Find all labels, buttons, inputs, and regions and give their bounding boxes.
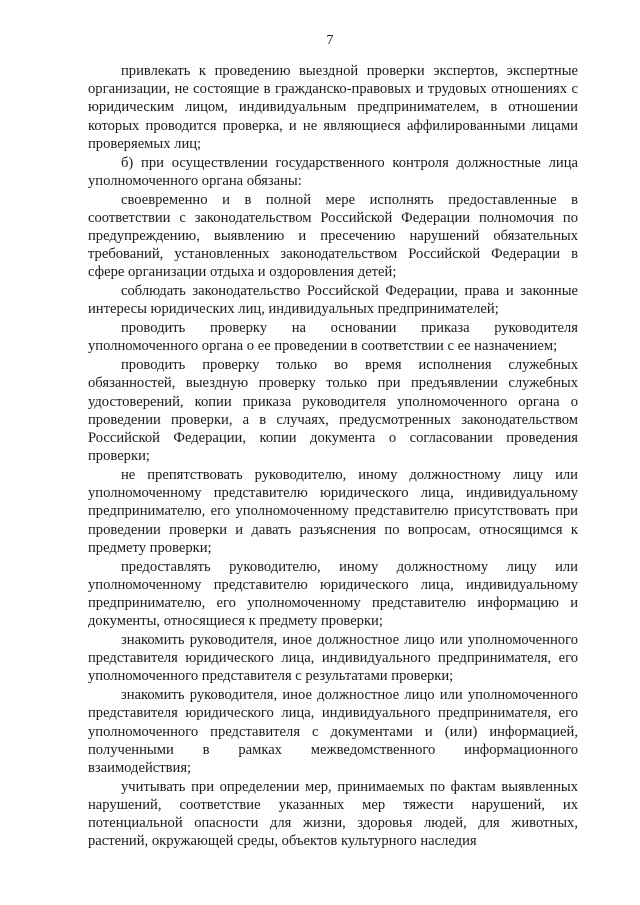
paragraph-exercise-powers: своевременно и в полной мере исполнять предоставленные в соответствии с законодательством Российской Федерации полномочия по предупреждению, выявлению и пресечению нарушений обязательных требований, установленных законодательством Российской Федерации в сфере организации отдыха и оздоровления детей; <box>88 191 578 281</box>
paragraph-inspection-duties: проводить проверку только во время исполнения служебных обязанностей, выездную проверку только при предъявлении служебных удостоверений, копии приказа руководителя уполномоченного органа о проведении проверки, а в случаях, предусмотренных законодательством Российской Федерации, копии документа о согласовании проведения проверки; <box>88 357 578 465</box>
page-number: 7 <box>326 33 334 48</box>
paragraph-familiarize-documents: знакомить руководителя, иное должностное лицо или уполномоченного представителя юридического лица, индивидуального предпринимателя, его уполномоченного представителя с документами и (или) информацией, полученными в рамках межведомственного информационного взаимодействия; <box>88 687 578 777</box>
paragraph-engage-experts: привлекать к проведению выездной проверки экспертов, экспертные организации, не состоящие в гражданско-правовых и трудовых отношениях с юридическим лицом, индивидуальным предпринимателем, в отношении которых проводится проверка, и не являющиеся аффилированными лицами проверяемых лиц; <box>88 63 578 152</box>
paragraph-proportional-measures: учитывать при определении мер, принимаемых по фактам выявленных нарушений, соответствие указанных мер тяжести нарушений, их потенциальной опасности для жизни, здоровья людей, для животных, растений, окружающей среды, объектов культурного наследия <box>88 778 578 850</box>
paragraph-inspection-basis: проводить проверку на основании приказа руководителя уполномоченного органа о ее проведении в соответствии с ее назначением; <box>88 320 578 355</box>
paragraph-not-obstruct: не препятствовать руководителю, иному должностному лицу или уполномоченному представителю юридического лица, индивидуальному предпринимателю, его уполномоченному представителю присутствовать при проведении проверки и давать разъяснения по вопросам, относящимся к предмету проверки; <box>88 467 578 556</box>
paragraph-officials-obliged: б) при осуществлении государственного контроля должностные лица уполномоченного органа обязаны: <box>88 154 578 189</box>
paragraph-provide-information: предоставлять руководителю, иному должностному лицу или уполномоченному представителю юридического лица, индивидуальному предпринимателю, его уполномоченному представителю информацию и документы, относящиеся к предмету проверки; <box>88 558 578 630</box>
document-body <box>88 62 578 851</box>
paragraph-observe-law: соблюдать законодательство Российской Федерации, права и законные интересы юридических лиц, индивидуальных предпринимателей; <box>88 283 578 318</box>
paragraph-familiarize-results: знакомить руководителя, иное должностное лицо или уполномоченного представителя юридического лица, индивидуального предпринимателя, его уполномоченного представителя с результатами проверки; <box>88 632 578 685</box>
